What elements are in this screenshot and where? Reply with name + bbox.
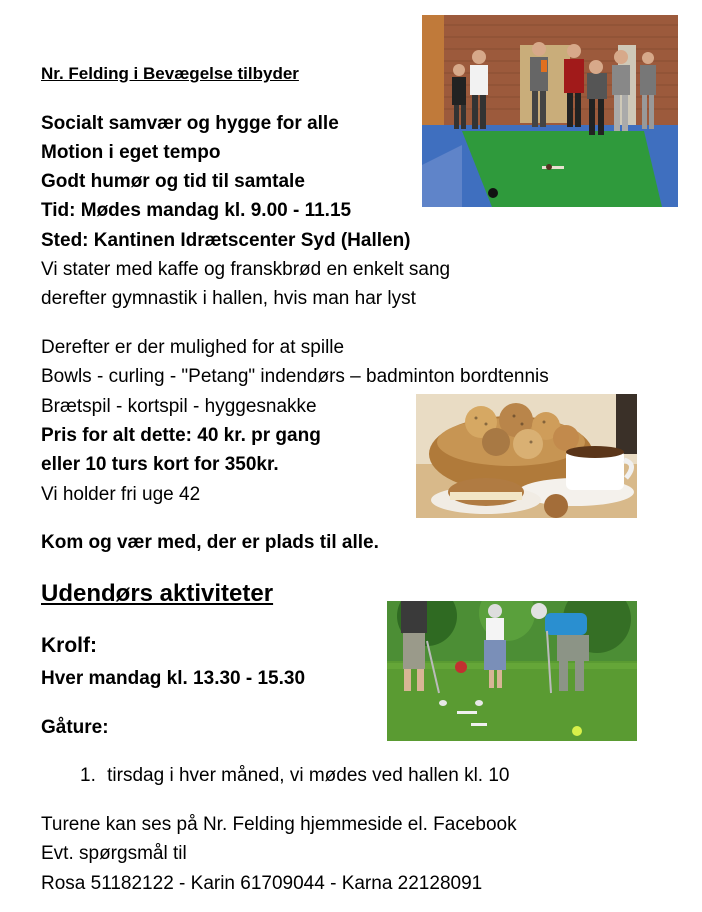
krolf-title: Krolf:: [41, 634, 97, 657]
intro-line-place: Sted: Kantinen Idrætscenter Syd (Hallen): [41, 230, 411, 251]
intro-line-social: Socialt samvær og hygge for alle: [41, 113, 339, 134]
intro-line-gym: derefter gymnastik i hallen, hvis man har lyst: [41, 288, 416, 309]
price-line-card: eller 10 turs kort for 350kr.: [41, 454, 279, 475]
footer-line-questions: Evt. spørgsmål til: [41, 843, 187, 864]
activities-intro: Derefter er der mulighed for at spille: [41, 337, 345, 358]
krolf-time: Hver mandag kl. 13.30 - 15.30: [41, 668, 306, 689]
krolf-lawn-photo: [387, 601, 637, 741]
gature-title: Gåture:: [41, 717, 109, 738]
activities-sports: Bowls - curling - "Petang" indendørs – badminton bordtennis: [41, 366, 549, 387]
intro-line-coffee: Vi stater med kaffe og franskbrød en enkelt sang: [41, 259, 451, 280]
intro-line-humor: Godt humør og tid til samtale: [41, 171, 305, 192]
list-text: tirsdag i hver måned, vi mødes ved hallen kl. 10: [107, 765, 510, 786]
page-title: Nr. Felding i Bevægelse tilbyder: [41, 64, 299, 83]
intro-line-time: Tid: Mødes mandag kl. 9.00 - 11.15: [41, 200, 352, 221]
activities-games: Brætspil - kortspil - hyggesnakke: [41, 396, 317, 417]
price-line-single: Pris for alt dette: 40 kr. pr gang: [41, 425, 321, 446]
list-number: 1.: [80, 765, 96, 786]
bowls-hall-photo: [422, 15, 678, 207]
footer-line-contacts: Rosa 51182122 - Karin 61709044 - Karna 22128091: [41, 873, 483, 894]
outdoor-heading: Udendørs aktiviteter: [41, 580, 274, 607]
gature-list-item: [80, 765, 510, 787]
welcome-line: Kom og vær med, der er plads til alle.: [41, 532, 379, 553]
bread-coffee-photo: [416, 394, 637, 518]
intro-line-motion: Motion i eget tempo: [41, 142, 221, 163]
footer-line-web: Turene kan ses på Nr. Felding hjemmeside el. Facebook: [41, 814, 517, 835]
holiday-note: Vi holder fri uge 42: [41, 484, 201, 505]
